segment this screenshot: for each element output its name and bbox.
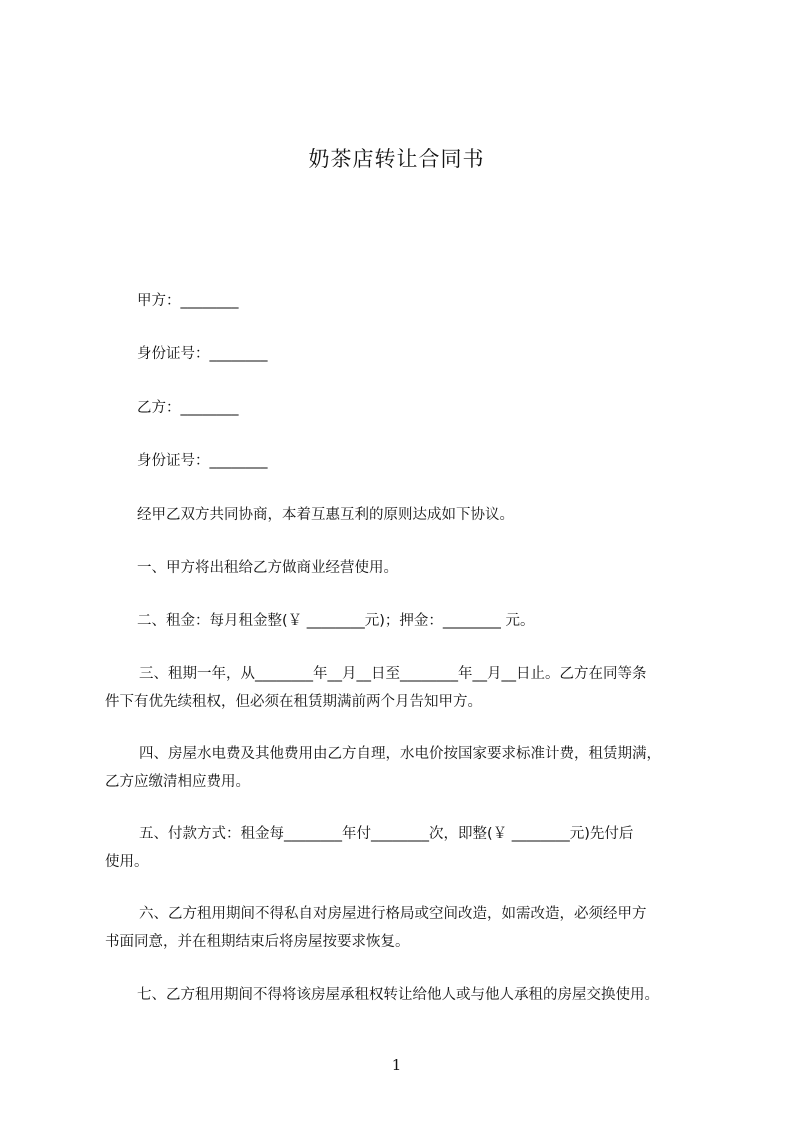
- clause-3: [105, 660, 739, 688]
- clause-7-line-1: 七、乙方租用期间不得将该房屋承租权转让给他人或与他人承租的房屋交换使用。: [137, 987, 659, 1003]
- clause-2-line-1: 二、租金：每月租金整(￥ ________元)；押金：________ 元。: [137, 613, 535, 629]
- clause-4-line-2: 乙方应缴清相应费用。: [105, 774, 250, 790]
- party-b-text: 乙方：________: [137, 400, 239, 416]
- clause-5-line-1: 五、付款方式：租金每________年付________次，即整(￥ ________元)先付后: [139, 826, 634, 842]
- clause-1-line-1: 一、甲方将出租给乙方做商业经营使用。: [137, 560, 398, 576]
- intro-text: 经甲乙双方共同协商，本着互惠互利的原则达成如下协议。: [137, 507, 514, 523]
- party-b-line: [105, 394, 737, 422]
- clause-6: [105, 900, 739, 928]
- clause-2: [105, 607, 737, 635]
- party-a-id-text: 身份证号：________: [137, 346, 268, 362]
- party-a-line: [105, 287, 737, 315]
- clause-6-line-2: 书面同意，并在租期结束后将房屋按要求恢复。: [105, 934, 410, 950]
- page-title: 奶茶店转让合同书: [308, 147, 485, 171]
- clause-4-continued: [105, 768, 705, 796]
- clause-7: [105, 981, 737, 1009]
- clause-5-continued: [105, 848, 705, 876]
- clause-1: [105, 554, 737, 582]
- clause-4: [105, 740, 739, 768]
- clause-6-continued: [105, 928, 705, 956]
- party-a-id-line: [105, 340, 737, 368]
- party-b-id-line: [105, 447, 737, 475]
- clause-6-line-1: 六、乙方租用期间不得私自对房屋进行格局或空间改造，如需改造，必须经甲方: [139, 906, 647, 922]
- clause-5: [105, 820, 739, 848]
- party-a-text: 甲方：________: [137, 293, 239, 309]
- intro-paragraph: [105, 501, 737, 529]
- clause-4-line-1: 四、房屋水电费及其他费用由乙方自理，水电价按国家要求标准计费，租赁期满，: [139, 746, 661, 762]
- clause-5-line-2: 使用。: [105, 854, 149, 870]
- clause-3-continued: [105, 688, 705, 716]
- page-number: 1: [391, 1056, 402, 1074]
- clause-3-line-2: 件下有优先续租权，但必须在租赁期满前两个月告知甲方。: [105, 694, 482, 710]
- party-b-id-text: 身份证号：________: [137, 453, 268, 469]
- clause-3-line-1: 三、租期一年，从________年__月__日至________年__月__日止。乙方在同等条: [139, 666, 647, 682]
